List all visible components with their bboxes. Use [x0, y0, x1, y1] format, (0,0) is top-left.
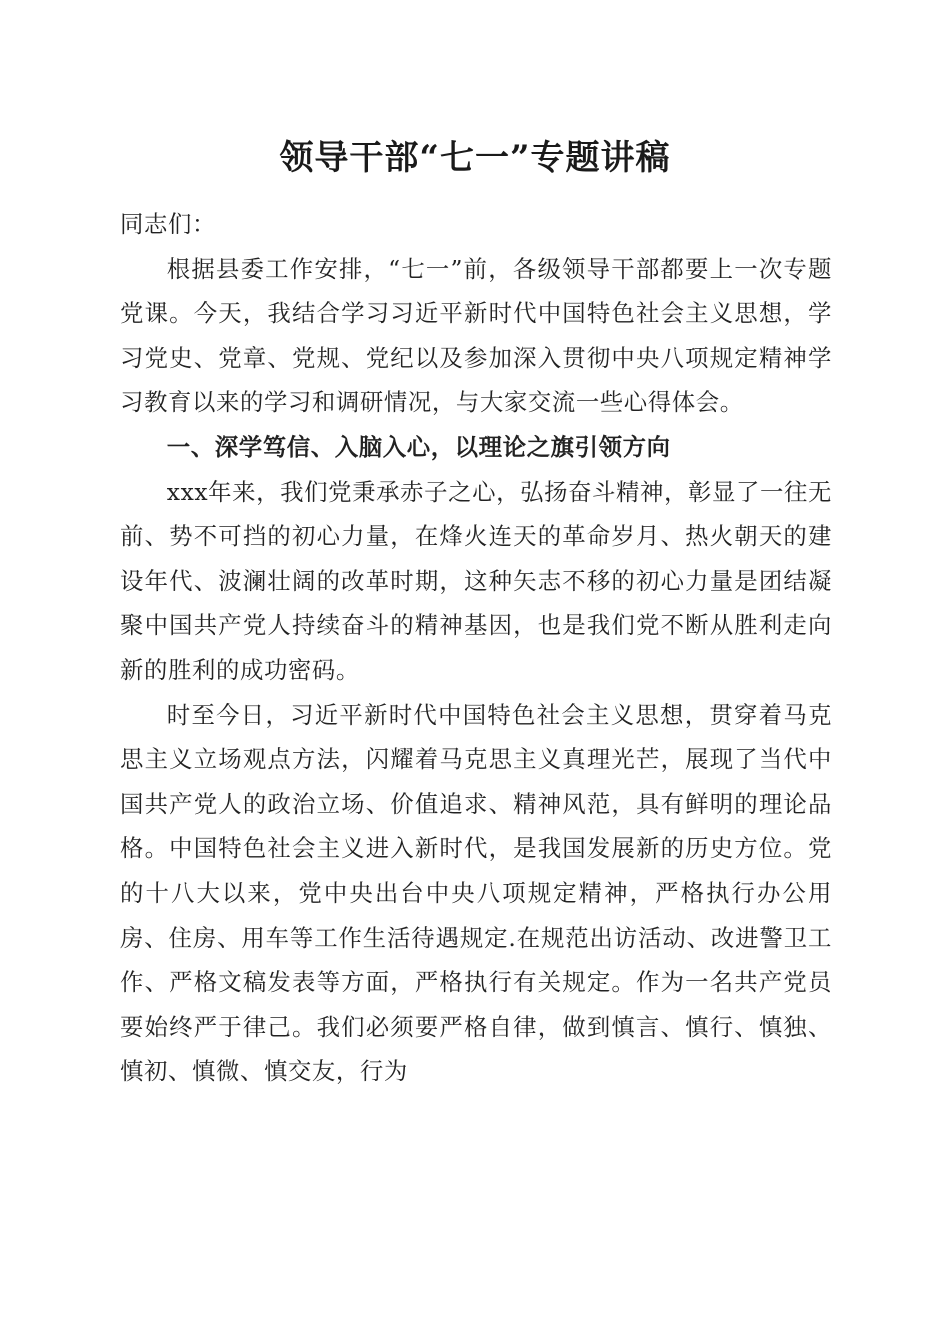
section-heading-1: 一、深学笃信、入脑入心，以理论之旗引领方向	[166, 432, 671, 461]
paragraph-history: xxx年来，我们党秉承赤子之心，弘扬奋斗精神，彰显了一往无前、势不可挡的初心力量，在烽火连天的革命岁月、热火朝天的建设年代、波澜壮阔的改革时期，这种矢志不移的初心力量是团结凝聚中国共产党人持续奋斗的精神基因，也是我们党不断从胜利走向新的胜利的成功密码。	[120, 477, 832, 684]
document-title: 领导干部“七一”专题讲稿	[279, 138, 671, 178]
paragraph-intro: 根据县委工作安排，“七一”前，各级领导干部都要上一次专题党课。今天，我结合学习习近平新时代中国特色社会主义思想，学习党史、党章、党规、党纪以及参加深入贯彻中央八项规定精神学习教育以来的学习和调研情况，与大家交流一些心得体会。	[120, 254, 832, 417]
paragraph-theory: 时至今日，习近平新时代中国特色社会主义思想，贯穿着马克思主义立场观点方法，闪耀着马克思主义真理光芒，展现了当代中国共产党人的政治立场、价值追求、精神风范，具有鲜明的理论品格。中国特色社会主义进入新时代，是我国发展新的历史方位。党的十八大以来，党中央出台中央八项规定精神，严格执行办公用房、住房、用车等工作生活待遇规定.在规范出访活动、改进警卫工作、严格文稿发表等方面，严格执行有关规定。作为一名共产党员要始终严于律己。我们必须要严格自律，做到慎言、慎行、慎独、慎初、慎微、慎交友，行为	[120, 700, 832, 1086]
document-body	[120, 202, 832, 1094]
salutation: 同志们：	[120, 210, 216, 238]
